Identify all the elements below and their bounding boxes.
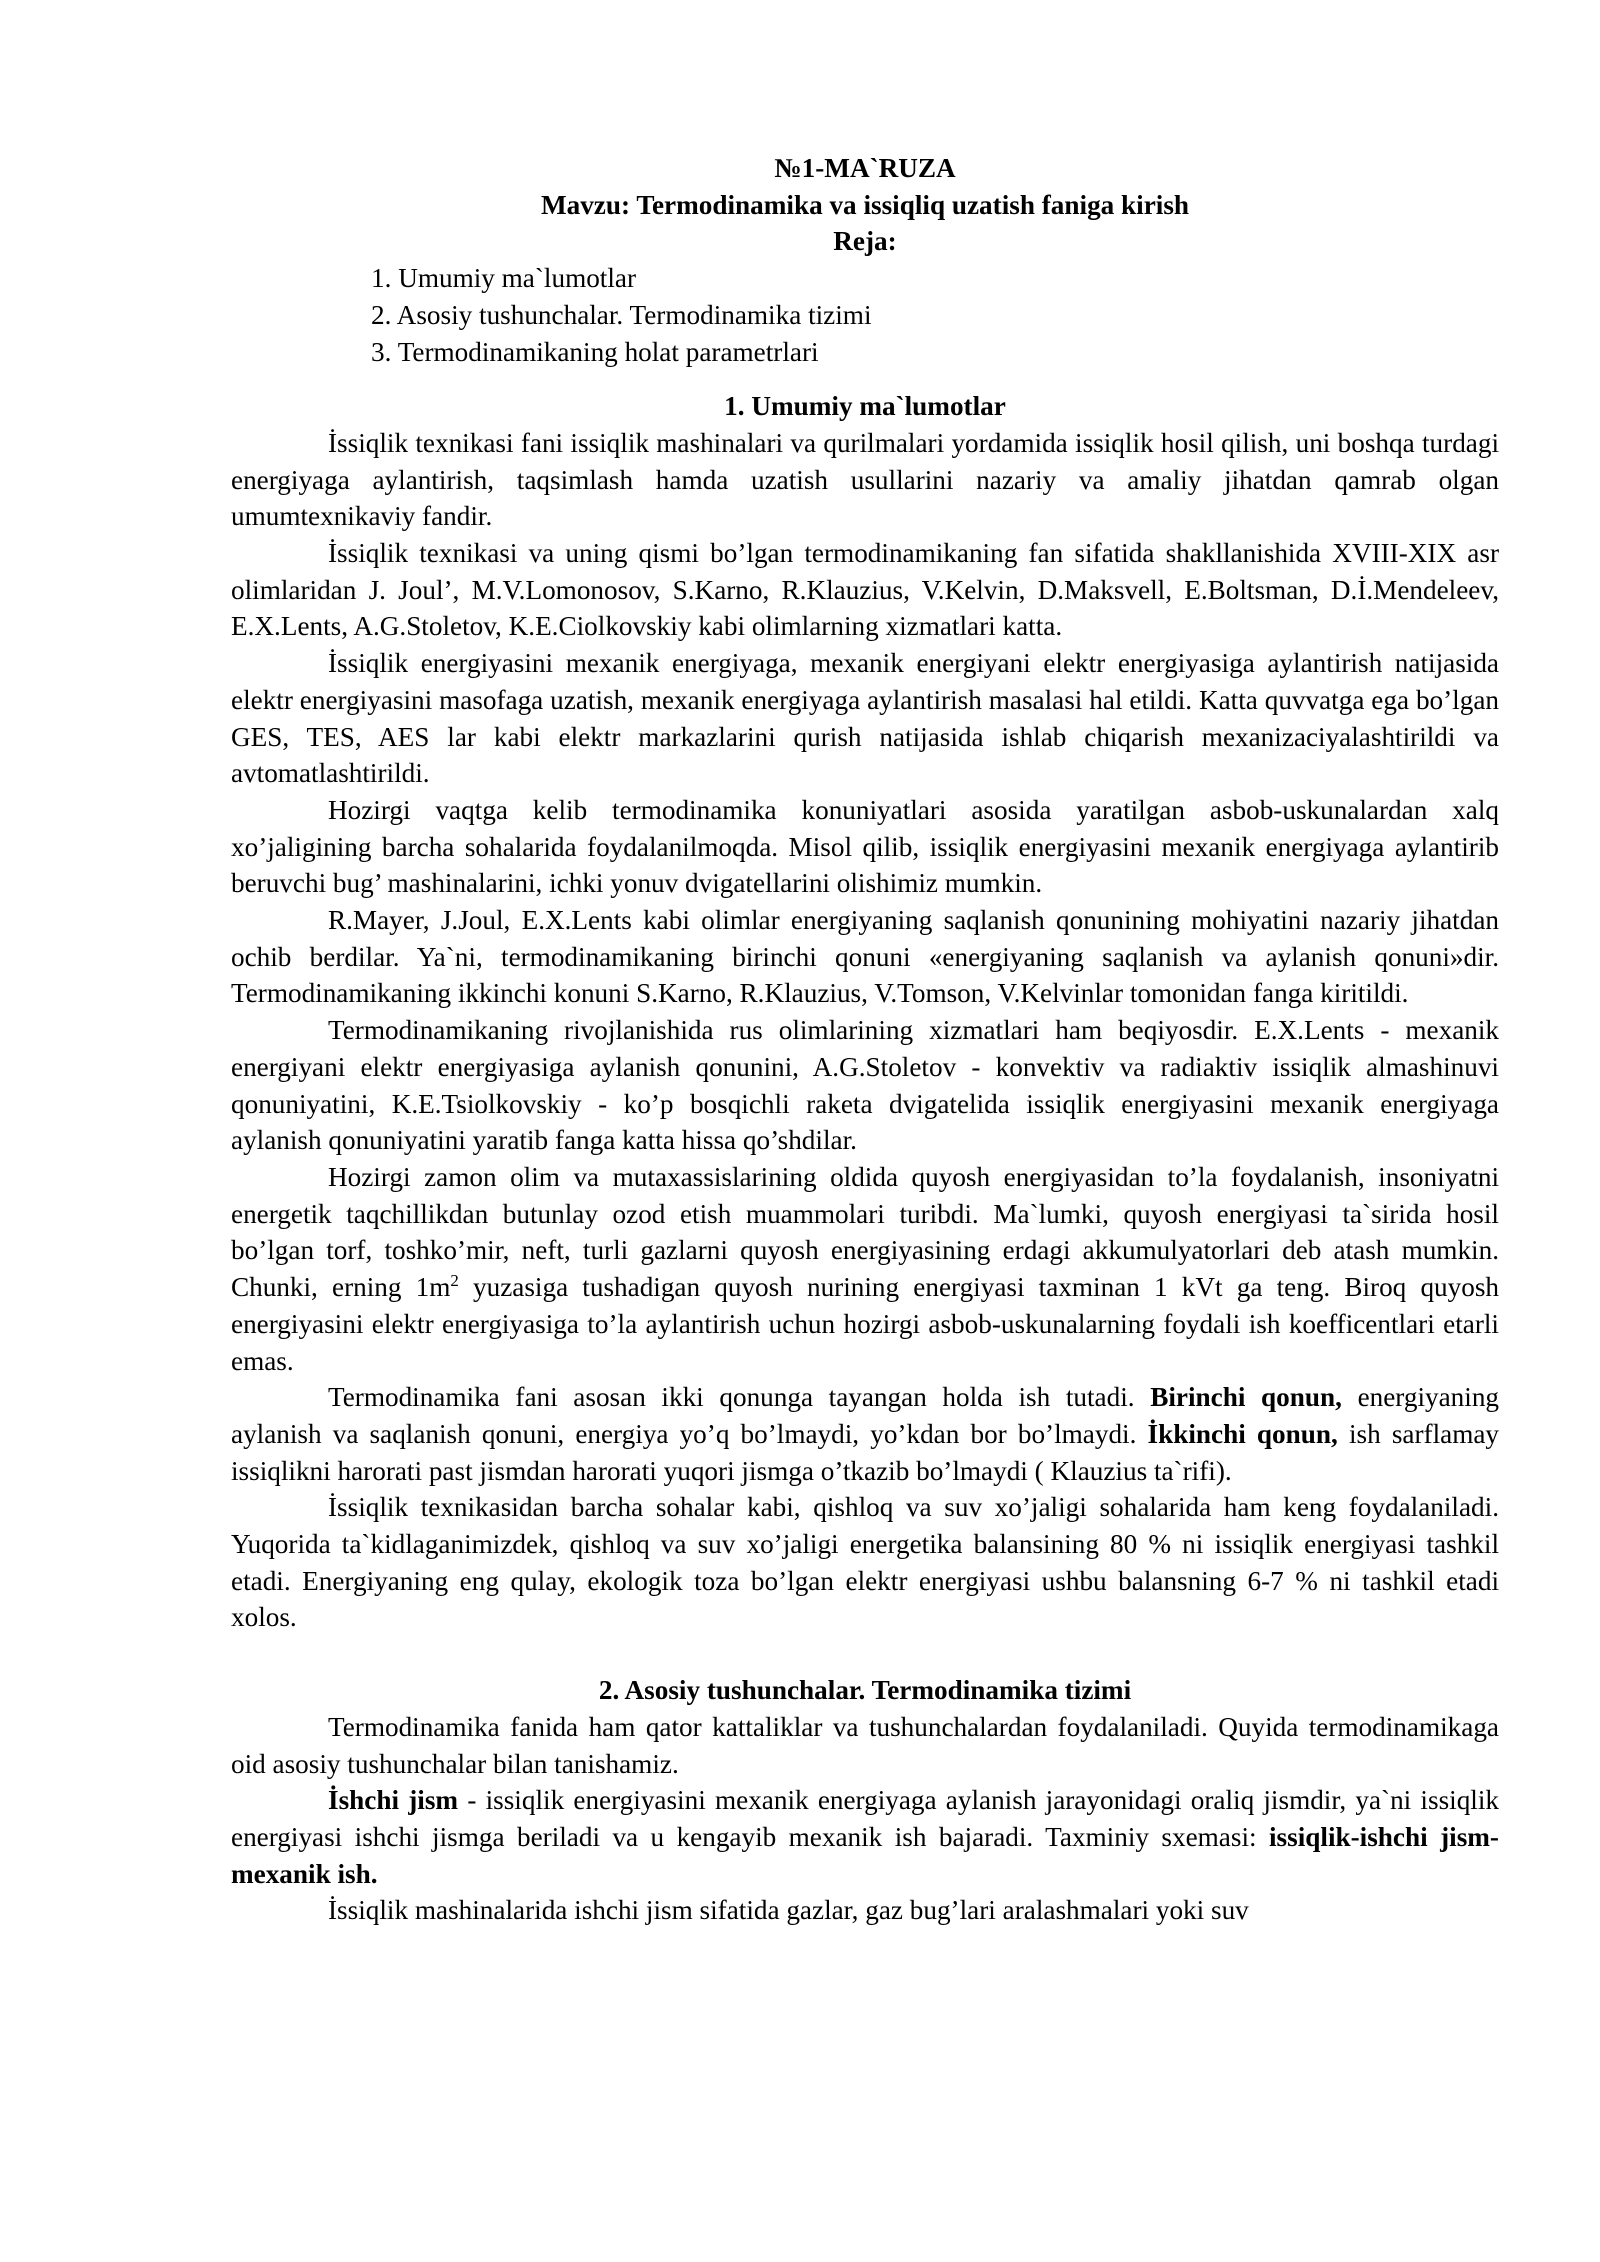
paragraph-text: - issiqlik energiyasini mexanik energiyaga aylanish jarayonidagi oraliq jismdir, ya`ni issiqlik energiyasi ishchi jismga beriladi va u kengayib mexanik ish bajaradi. Taxminiy sxemasi: bbox=[231, 1785, 1499, 1852]
paragraph bbox=[231, 1782, 1499, 1892]
lecture-topic: Mavzu: Termodinamika va issiqliq uzatish faniga kirish bbox=[540, 189, 1190, 220]
bold-term: İshchi jism bbox=[328, 1785, 459, 1816]
paragraph-text: yuzasiga tushadigan quyosh nurining energiyasi taxminan 1 kVt ga teng. Biroq quyosh energiyasini elektr energiyasiga to’la aylantirish uchun hozirgi asbob-uskunalarning foydali ish koefficentlari etarli emas. bbox=[231, 1272, 1499, 1376]
paragraph: R.Mayer, J.Joul, E.X.Lents kabi olimlar energiyaning saqlanish qonunining mohiyatini nazariy jihatdan ochib berdilar. Ya`ni, termodinamikaning birinchi qonuni «energiyaning saqlanish va aylanish qonuni»dir. Termodinamikaning ikkinchi konuni S.Karno, R.Klauzius, V.Tomson, V.Kelvinlar tomonidan fanga kiritildi. bbox=[231, 905, 1499, 1009]
paragraph: İssiqlik mashinalarida ishchi jism sifatida gazlar, gaz bug’lari aralashmalari yoki suv bbox=[328, 1895, 1249, 1926]
paragraph: Hozirgi vaqtga kelib termodinamika konuniyatlari asosida yaratilgan asbob-uskunalardan xalq xo’jaligining barcha sohalarida foydalanilmoqda. Misol qilib, issiqlik energiyasini mexanik energiyaga aylantirib beruvchi bug’ mashinalarini, ichki yonuv dvigatellarini olishimiz mumkin. bbox=[231, 794, 1499, 899]
paragraph: Termodinamikaning rivojlanishida rus olimlarining xizmatlari ham beqiyosdir. E.X.Lents - mexanik energiyani elektr energiyasiga aylanish qonunini, A.G.Stoletov - konvektiv va radiaktiv issiqlik almashinuvi qonuniyatini, K.E.Tsiolkovskiy - ko’p bosqichli raketa dvigatelida issiqlik energiyasini mexanik energiyaga aylanish qonuniyatini yaratib fanga katta hissa qo’shdilar. bbox=[231, 1015, 1499, 1156]
superscript: 2 bbox=[450, 1271, 459, 1291]
paragraph bbox=[231, 1379, 1499, 1489]
bold-term: Birinchi qonun, bbox=[1150, 1382, 1342, 1413]
plan-item: 3. Termodinamikaning holat parametrlari bbox=[371, 336, 819, 367]
paragraph-text: ish sarflamay issiqlikni harorati past jismdan harorati yuqori jismga o’tkazib bo’lmaydi ( Klauzius ta`rifi). bbox=[231, 1418, 1500, 1486]
bold-term: İkkinchi qonun, bbox=[1147, 1418, 1338, 1449]
paragraph bbox=[231, 1159, 1499, 1379]
paragraph-text: energiyaning aylanish va saqlanish qonuni, energiya yo’q bo’lmaydi, yo’kdan bor bo’lmaydi. bbox=[231, 1382, 1500, 1449]
plan-title: Reja: bbox=[833, 226, 897, 257]
section-title: 2. Asosiy tushunchalar. Termodinamika tizimi bbox=[598, 1675, 1132, 1706]
plan-list bbox=[231, 260, 1499, 370]
plan-item: 2. Asosiy tushunchalar. Termodinamika tizimi bbox=[371, 299, 872, 330]
paragraph: İssiqlik texnikasidan barcha sohalar kabi, qishloq va suv xo’jaligi sohalarida ham keng foydalaniladi. Yuqorida ta`kidlaganimizdek, qishloq va suv xo’jaligi energetika balansining 80 % ni issiqlik energiyasi tashkil etadi. Energiyaning eng qulay, ekologik toza bo’lgan elektr energiyasi ushbu balansning 6-7 % ni tashkil etadi xolos. bbox=[231, 1492, 1499, 1633]
lecture-number: №1-MA`RUZA bbox=[774, 153, 956, 183]
paragraph: Termodinamika fanida ham qator kattaliklar va tushunchalardan foydalaniladi. Quyida termodinamikaga oid asosiy tushunchalar bilan tanishamiz. bbox=[231, 1711, 1499, 1779]
paragraph: İssiqlik texnikasi va uning qismi bo’lgan termodinamikaning fan sifatida shakllanishida XVIII-XIX asr olimlaridan J. Joul’, M.V.Lomonosov, S.Karno, R.Klauzius, V.Kelvin, D.Maksvell, E.Boltsman, D.İ.Mendeleev, E.X.Lents, A.G.Stoletov, K.E.Ciolkovskiy kabi olimlarning xizmatlari katta. bbox=[231, 538, 1499, 642]
plan-item: 1. Umumiy ma`lumotlar bbox=[371, 263, 637, 294]
paragraph-text: Hozirgi zamon olim va mutaxassislarining oldida quyosh energiyasidan to’la foydalanish, insoniyatni energetik taqchillikdan butunlay ozod etish muammolari turibdi. Ma`lumki, quyosh energiyasi ta`sirida hosil bo’lgan torf, toshko’mir, neft, turli gazlarni quyosh energiyasining erdagi akkumulyatorlari deb atash mumkin. Chunki, erning 1m bbox=[231, 1161, 1499, 1303]
paragraph: İssiqlik energiyasini mexanik energiyaga, mexanik energiyani elektr energiyasiga aylantirish natijasida elektr energiyasini masofaga uzatish, mexanik energiyaga aylantirish masalasi hal etildi. Katta quvvatga ega bo’lgan GES, TES, AES lar kabi elektr markazlarini qurish natijasida ishlab chiqarish mexanizaciyalashtirildi va avtomatlashtirildi. bbox=[231, 648, 1499, 789]
bold-term: issiqlik-ishchi jism- mexanik ish. bbox=[231, 1821, 1499, 1889]
section-title: 1. Umumiy ma`lumotlar bbox=[724, 391, 1006, 422]
document-page bbox=[231, 150, 1499, 1929]
paragraph-text: Termodinamika fani asosan ikki qonunga tayangan holda ish tutadi. bbox=[328, 1382, 1151, 1413]
paragraph: İssiqlik texnikasi fani issiqlik mashinalari va qurilmalari yordamida issiqlik hosil qilish, uni boshqa turdagi energiyaga aylantirish, taqsimlash hamda uzatish usullarini nazariy va amaliy jihatdan qamrab olgan umumtexnikaviy fandir. bbox=[231, 427, 1499, 532]
